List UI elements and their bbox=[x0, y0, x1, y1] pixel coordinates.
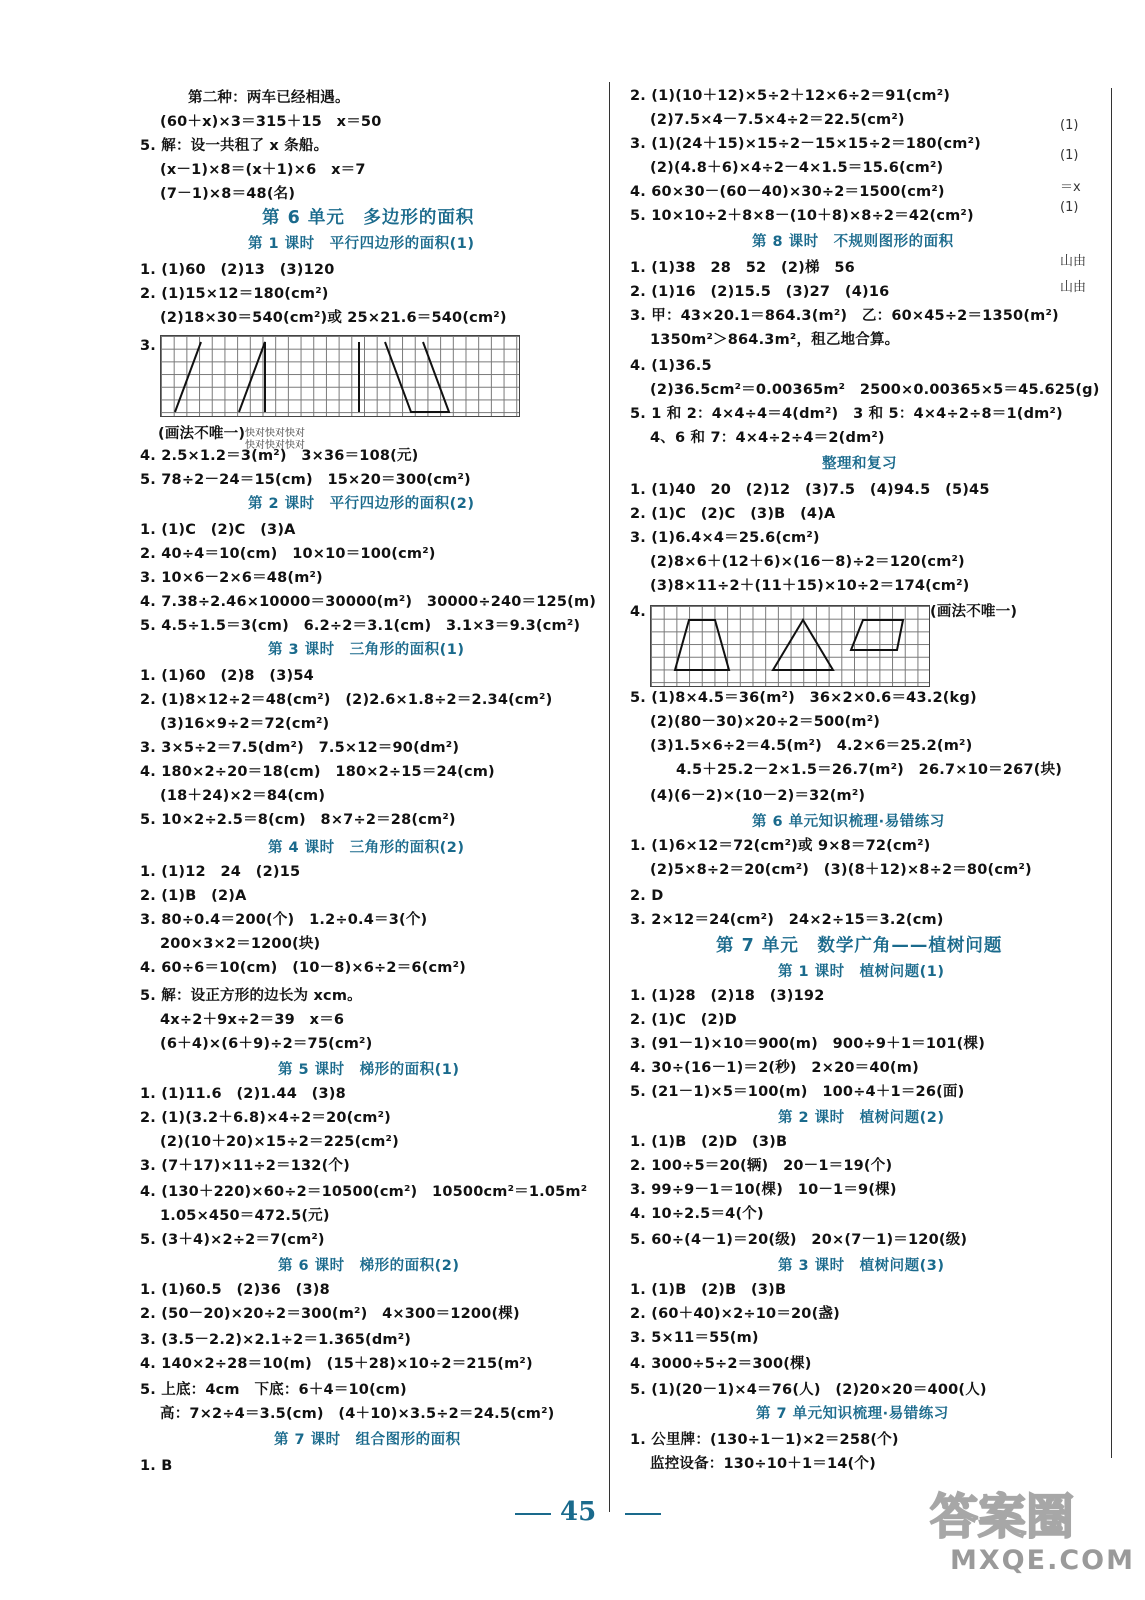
parallelogram-d bbox=[385, 342, 449, 412]
answer-line: 5. 上底：4cm 下底：6＋4＝10(cm) bbox=[140, 1382, 407, 1398]
answer-line: 2. (1)16 (2)15.5 (3)27 (4)16 bbox=[630, 284, 890, 300]
lesson-heading: 第 7 单元知识梳理·易错练习 bbox=[756, 1406, 949, 1422]
answer-line: 5. (21－1)×5＝100(m) 100÷4＋1＝26(面) bbox=[630, 1084, 965, 1100]
edge-mark: ＝x bbox=[1060, 180, 1081, 195]
answer-line: 高：7×2÷4＝3.5(cm) (4＋10)×3.5÷2＝24.5(cm²) bbox=[160, 1406, 555, 1422]
answer-line: 5. 10×2÷2.5＝8(cm) 8×7÷2＝28(cm²) bbox=[140, 812, 456, 828]
answer-line: 5. 解：设正方形的边长为 xcm。 bbox=[140, 988, 362, 1004]
answer-line: 1. (1)6×12＝72(cm²)或 9×8＝72(cm²) bbox=[630, 838, 931, 854]
answer-line: 1. (1)12 24 (2)15 bbox=[140, 864, 301, 880]
answer-line: (4)(6－2)×(10－2)＝32(m²) bbox=[650, 788, 866, 804]
edge-mark: 山由 bbox=[1060, 254, 1087, 269]
edge-mark: (1) bbox=[1060, 118, 1079, 133]
answer-line: 1. (1)60 (2)8 (3)54 bbox=[140, 668, 314, 684]
answer-line: 3. (1)6.4×4＝25.6(cm²) bbox=[630, 530, 820, 546]
answer-line: (60＋x)×3＝315＋15 x＝50 bbox=[160, 114, 382, 130]
lesson-heading: 第 1 课时 平行四边形的面积(1) bbox=[248, 236, 475, 252]
answer-line: 监控设备：130÷10＋1＝14(个) bbox=[650, 1456, 876, 1472]
answer-line: 4. 2.5×1.2＝3(m²) 3×36＝108(元) bbox=[140, 448, 419, 464]
unit-heading: 第 6 单元 多边形的面积 bbox=[262, 208, 475, 228]
answer-line: 1. (1)38 28 52 (2)梯 56 bbox=[630, 260, 855, 276]
answer-line: 1. (1)11.6 (2)1.44 (3)8 bbox=[140, 1086, 346, 1102]
triangle-shape bbox=[773, 620, 833, 670]
answer-line: 1. B bbox=[140, 1458, 173, 1474]
answer-line: 2. (1)C (2)D bbox=[630, 1012, 737, 1028]
answer-line: 2. (60＋40)×2÷10＝20(盏) bbox=[630, 1306, 840, 1322]
lesson-heading: 第 4 课时 三角形的面积(2) bbox=[268, 840, 465, 856]
answer-line: 4. (1)36.5 bbox=[630, 358, 712, 374]
answer-line: 1350m²＞864.3m²，租乙地合算。 bbox=[650, 332, 900, 348]
answer-line: (2)8×6＋(12＋6)×(16－8)÷2＝120(cm²) bbox=[650, 554, 965, 570]
answer-line: (2)18×30＝540(cm²)或 25×21.6＝540(cm²) bbox=[160, 310, 507, 326]
answer-line: 5. 4.5÷1.5＝3(cm) 6.2÷2＝3.1(cm) 3.1×3＝9.3(cm²) bbox=[140, 618, 581, 634]
answer-line: 5. 78÷2－24＝15(cm) 15×20＝300(cm²) bbox=[140, 472, 471, 488]
answer-line: 2. (1)8×12÷2＝48(cm²) (2)2.6×1.8÷2＝2.34(cm²) bbox=[140, 692, 553, 708]
answer-line: 2. (1)B (2)A bbox=[140, 888, 247, 904]
page-number-dash-right bbox=[625, 1513, 661, 1515]
answer-line: 1. (1)28 (2)18 (3)192 bbox=[630, 988, 825, 1004]
lesson-heading: 第 3 课时 三角形的面积(1) bbox=[268, 642, 465, 658]
answer-line: (x－1)×8＝(x＋1)×6 x＝7 bbox=[160, 162, 366, 178]
answer-line: 5. (1)(20－1)×4＝76(人) (2)20×20＝400(人) bbox=[630, 1382, 987, 1398]
answer-line: 3. 80÷0.4＝200(个) 1.2÷0.4＝3(个) bbox=[140, 912, 428, 928]
answer-line: 3. bbox=[140, 338, 156, 354]
answer-line: 3. (1)(24＋15)×15÷2－15×15÷2＝180(cm²) bbox=[630, 136, 981, 152]
answer-line: 4. 7.38÷2.46×10000＝30000(m²) 30000÷240＝125(m) bbox=[140, 594, 597, 610]
answer-line: 3. 5×11＝55(m) bbox=[630, 1330, 759, 1346]
answer-line: 4. 60×30－(60－40)×30÷2＝1500(cm²) bbox=[630, 184, 945, 200]
answer-line: 5. (3＋4)×2÷2＝7(cm²) bbox=[140, 1232, 325, 1248]
answer-line: 4、6 和 7：4×4÷2÷4＝2(dm²) bbox=[650, 430, 885, 446]
answer-line: (7－1)×8＝48(名) bbox=[160, 186, 296, 202]
answer-line: 2. (1)(10＋12)×5÷2＋12×6÷2＝91(cm²) bbox=[630, 88, 951, 104]
answer-line: 4. 140×2÷28＝10(m) (15＋28)×10÷2＝215(m²) bbox=[140, 1356, 533, 1372]
answer-line: 1. 公里牌：(130÷1－1)×2＝258(个) bbox=[630, 1432, 899, 1448]
answer-line: 1. (1)B (2)D (3)B bbox=[630, 1134, 788, 1150]
answer-line: 4. 10÷2.5＝4(个) bbox=[630, 1206, 764, 1222]
watermark-logo-text: 答案圈 bbox=[930, 1489, 1075, 1545]
lesson-heading: 第 2 课时 平行四边形的面积(2) bbox=[248, 496, 475, 512]
answer-line: 1. (1)40 20 (2)12 (3)7.5 (4)94.5 (5)45 bbox=[630, 482, 990, 498]
answer-line: 5. 60÷(4－1)＝20(级) 20×(7－1)＝120(级) bbox=[630, 1232, 968, 1248]
answer-line: 200×3×2＝1200(块) bbox=[160, 936, 321, 952]
answer-line: 2. D bbox=[630, 888, 664, 904]
column-divider bbox=[609, 82, 610, 1512]
answer-line: (3)16×9÷2＝72(cm²) bbox=[160, 716, 330, 732]
answer-line: 2. 40÷4＝10(cm) 10×10＝100(cm²) bbox=[140, 546, 436, 562]
parallelogram-a bbox=[175, 342, 201, 412]
answer-line: 3. 99÷9－1＝10(棵) 10－1＝9(棵) bbox=[630, 1182, 897, 1198]
answer-line: 1. (1)60 (2)13 (3)120 bbox=[140, 262, 335, 278]
answer-line: 2. (1)15×12＝180(cm²) bbox=[140, 286, 329, 302]
trapezoid-shape bbox=[675, 620, 729, 670]
answer-line: 5. 10×10÷2＋8×8－(10＋8)×8÷2＝42(cm²) bbox=[630, 208, 974, 224]
lesson-heading: 第 8 课时 不规则图形的面积 bbox=[752, 234, 954, 250]
answer-line: 1. (1)B (2)B (3)B bbox=[630, 1282, 787, 1298]
answer-line: 4x÷2＋9x÷2＝39 x＝6 bbox=[160, 1012, 345, 1028]
lesson-heading: 整理和复习 bbox=[822, 456, 897, 472]
answer-line: 1. (1)C (2)C (3)A bbox=[140, 522, 296, 538]
answer-line: (3)1.5×6÷2＝4.5(m²) 4.2×6＝25.2(m²) bbox=[650, 738, 973, 754]
watermark-text: MXQE.COM bbox=[950, 1545, 1135, 1576]
answer-line: (画法不唯一) bbox=[158, 426, 246, 442]
answer-line: (6＋4)×(6＋9)÷2＝75(cm²) bbox=[160, 1036, 373, 1052]
answer-line: 2. (1)C (2)C (3)B (4)A bbox=[630, 506, 836, 522]
lesson-heading: 第 6 单元知识梳理·易错练习 bbox=[752, 814, 945, 830]
answer-line: 4. (130＋220)×60÷2＝10500(cm²) 10500cm²＝1.05m² bbox=[140, 1184, 588, 1200]
lesson-heading: 第 6 课时 梯形的面积(2) bbox=[278, 1258, 460, 1274]
answer-line: 5. 1 和 2：4×4÷4＝4(dm²) 3 和 5：4×4÷2÷8＝1(dm²) bbox=[630, 406, 1063, 422]
answer-line: (2)36.5cm²＝0.00365m² 2500×0.00365×5＝45.625(g) bbox=[650, 382, 1100, 398]
scribble-line: 快对快对快对 bbox=[245, 428, 305, 439]
answer-line: 2. (50－20)×20÷2＝300(m²) 4×300＝1200(棵) bbox=[140, 1306, 520, 1322]
answer-line: 3. 甲：43×20.1＝864.3(m²) 乙：60×45÷2＝1350(m²) bbox=[630, 308, 1059, 324]
right-margin-rule bbox=[1111, 88, 1112, 1458]
edge-mark: 山由 bbox=[1060, 280, 1087, 295]
answer-line: 1.05×450＝472.5(元) bbox=[160, 1208, 330, 1224]
lesson-heading: 第 2 课时 植树问题(2) bbox=[778, 1110, 945, 1126]
answer-line: 2. 100÷5＝20(辆) 20－1＝19(个) bbox=[630, 1158, 893, 1174]
answer-line: (2)(4.8＋6)×4÷2－4×1.5＝15.6(cm²) bbox=[650, 160, 944, 176]
answer-line: 3. 2×12＝24(cm²) 24×2÷15＝3.2(cm) bbox=[630, 912, 944, 928]
page-number-dash-left bbox=[515, 1513, 551, 1515]
review-grid-figure bbox=[650, 605, 930, 687]
parallelogram-drawings bbox=[161, 336, 519, 416]
answer-line: 4. 3000÷5÷2＝300(棵) bbox=[630, 1356, 812, 1372]
parallelogram-b bbox=[239, 342, 265, 412]
answer-line: (2)(10＋20)×15÷2＝225(cm²) bbox=[160, 1134, 399, 1150]
answer-line: 4. 180×2÷20＝18(cm) 180×2÷15＝24(cm) bbox=[140, 764, 495, 780]
parallelogram-shape bbox=[851, 620, 903, 650]
answer-line: 4. 60÷6＝10(cm) (10－8)×6÷2＝6(cm²) bbox=[140, 960, 466, 976]
answer-line: 5. (1)8×4.5＝36(m²) 36×2×0.6＝43.2(kg) bbox=[630, 690, 977, 706]
answer-line: 4. 30÷(16－1)＝2(秒) 2×20＝40(m) bbox=[630, 1060, 919, 1076]
scribble-line: 快对快对快对 bbox=[245, 440, 305, 451]
lesson-heading: 第 7 课时 组合图形的面积 bbox=[274, 1432, 461, 1448]
answer-line: 4.5＋25.2－2×1.5＝26.7(m²) 26.7×10＝267(块) bbox=[676, 762, 1063, 778]
lesson-heading: 第 5 课时 梯形的面积(1) bbox=[278, 1062, 460, 1078]
answer-line: 第二种：两车已经相遇。 bbox=[188, 90, 350, 106]
edge-mark: (1) bbox=[1060, 148, 1079, 163]
review-shapes bbox=[651, 606, 929, 686]
answer-line: 3. (91－1)×10＝900(m) 900÷9＋1＝101(棵) bbox=[630, 1036, 986, 1052]
answer-line: 1. (1)60.5 (2)36 (3)8 bbox=[140, 1282, 330, 1298]
parallelogram-grid-figure bbox=[160, 335, 520, 417]
answer-line: 3. (7＋17)×11÷2＝132(个) bbox=[140, 1158, 350, 1174]
answer-line: (18＋24)×2＝84(cm) bbox=[160, 788, 326, 804]
figure-note: (画法不唯一) bbox=[930, 604, 1018, 620]
answer-line: (2)7.5×4－7.5×4÷2＝22.5(cm²) bbox=[650, 112, 905, 128]
answer-line: 3. (3.5－2.2)×2.1÷2＝1.365(dm²) bbox=[140, 1332, 412, 1348]
answer-line: 4. bbox=[630, 604, 646, 620]
lesson-heading: 第 1 课时 植树问题(1) bbox=[778, 964, 945, 980]
page-number: 45 bbox=[560, 1497, 597, 1527]
lesson-heading: 第 3 课时 植树问题(3) bbox=[778, 1258, 945, 1274]
edge-mark: (1) bbox=[1060, 200, 1079, 215]
answer-line: 3. 10×6－2×6＝48(m²) bbox=[140, 570, 323, 586]
answer-line: 3. 3×5÷2＝7.5(dm²) 7.5×12＝90(dm²) bbox=[140, 740, 460, 756]
answer-line: (2)(80－30)×20÷2＝500(m²) bbox=[650, 714, 881, 730]
answer-line: 2. (1)(3.2＋6.8)×4÷2＝20(cm²) bbox=[140, 1110, 391, 1126]
answer-line: 5. 解：设一共租了 x 条船。 bbox=[140, 138, 329, 154]
answer-line: (2)5×8÷2＝20(cm²) (3)(8＋12)×8÷2＝80(cm²) bbox=[650, 862, 1032, 878]
unit-heading: 第 7 单元 数学广角——植树问题 bbox=[716, 936, 1003, 956]
answer-line: (3)8×11÷2＋(11＋15)×10÷2＝174(cm²) bbox=[650, 578, 970, 594]
